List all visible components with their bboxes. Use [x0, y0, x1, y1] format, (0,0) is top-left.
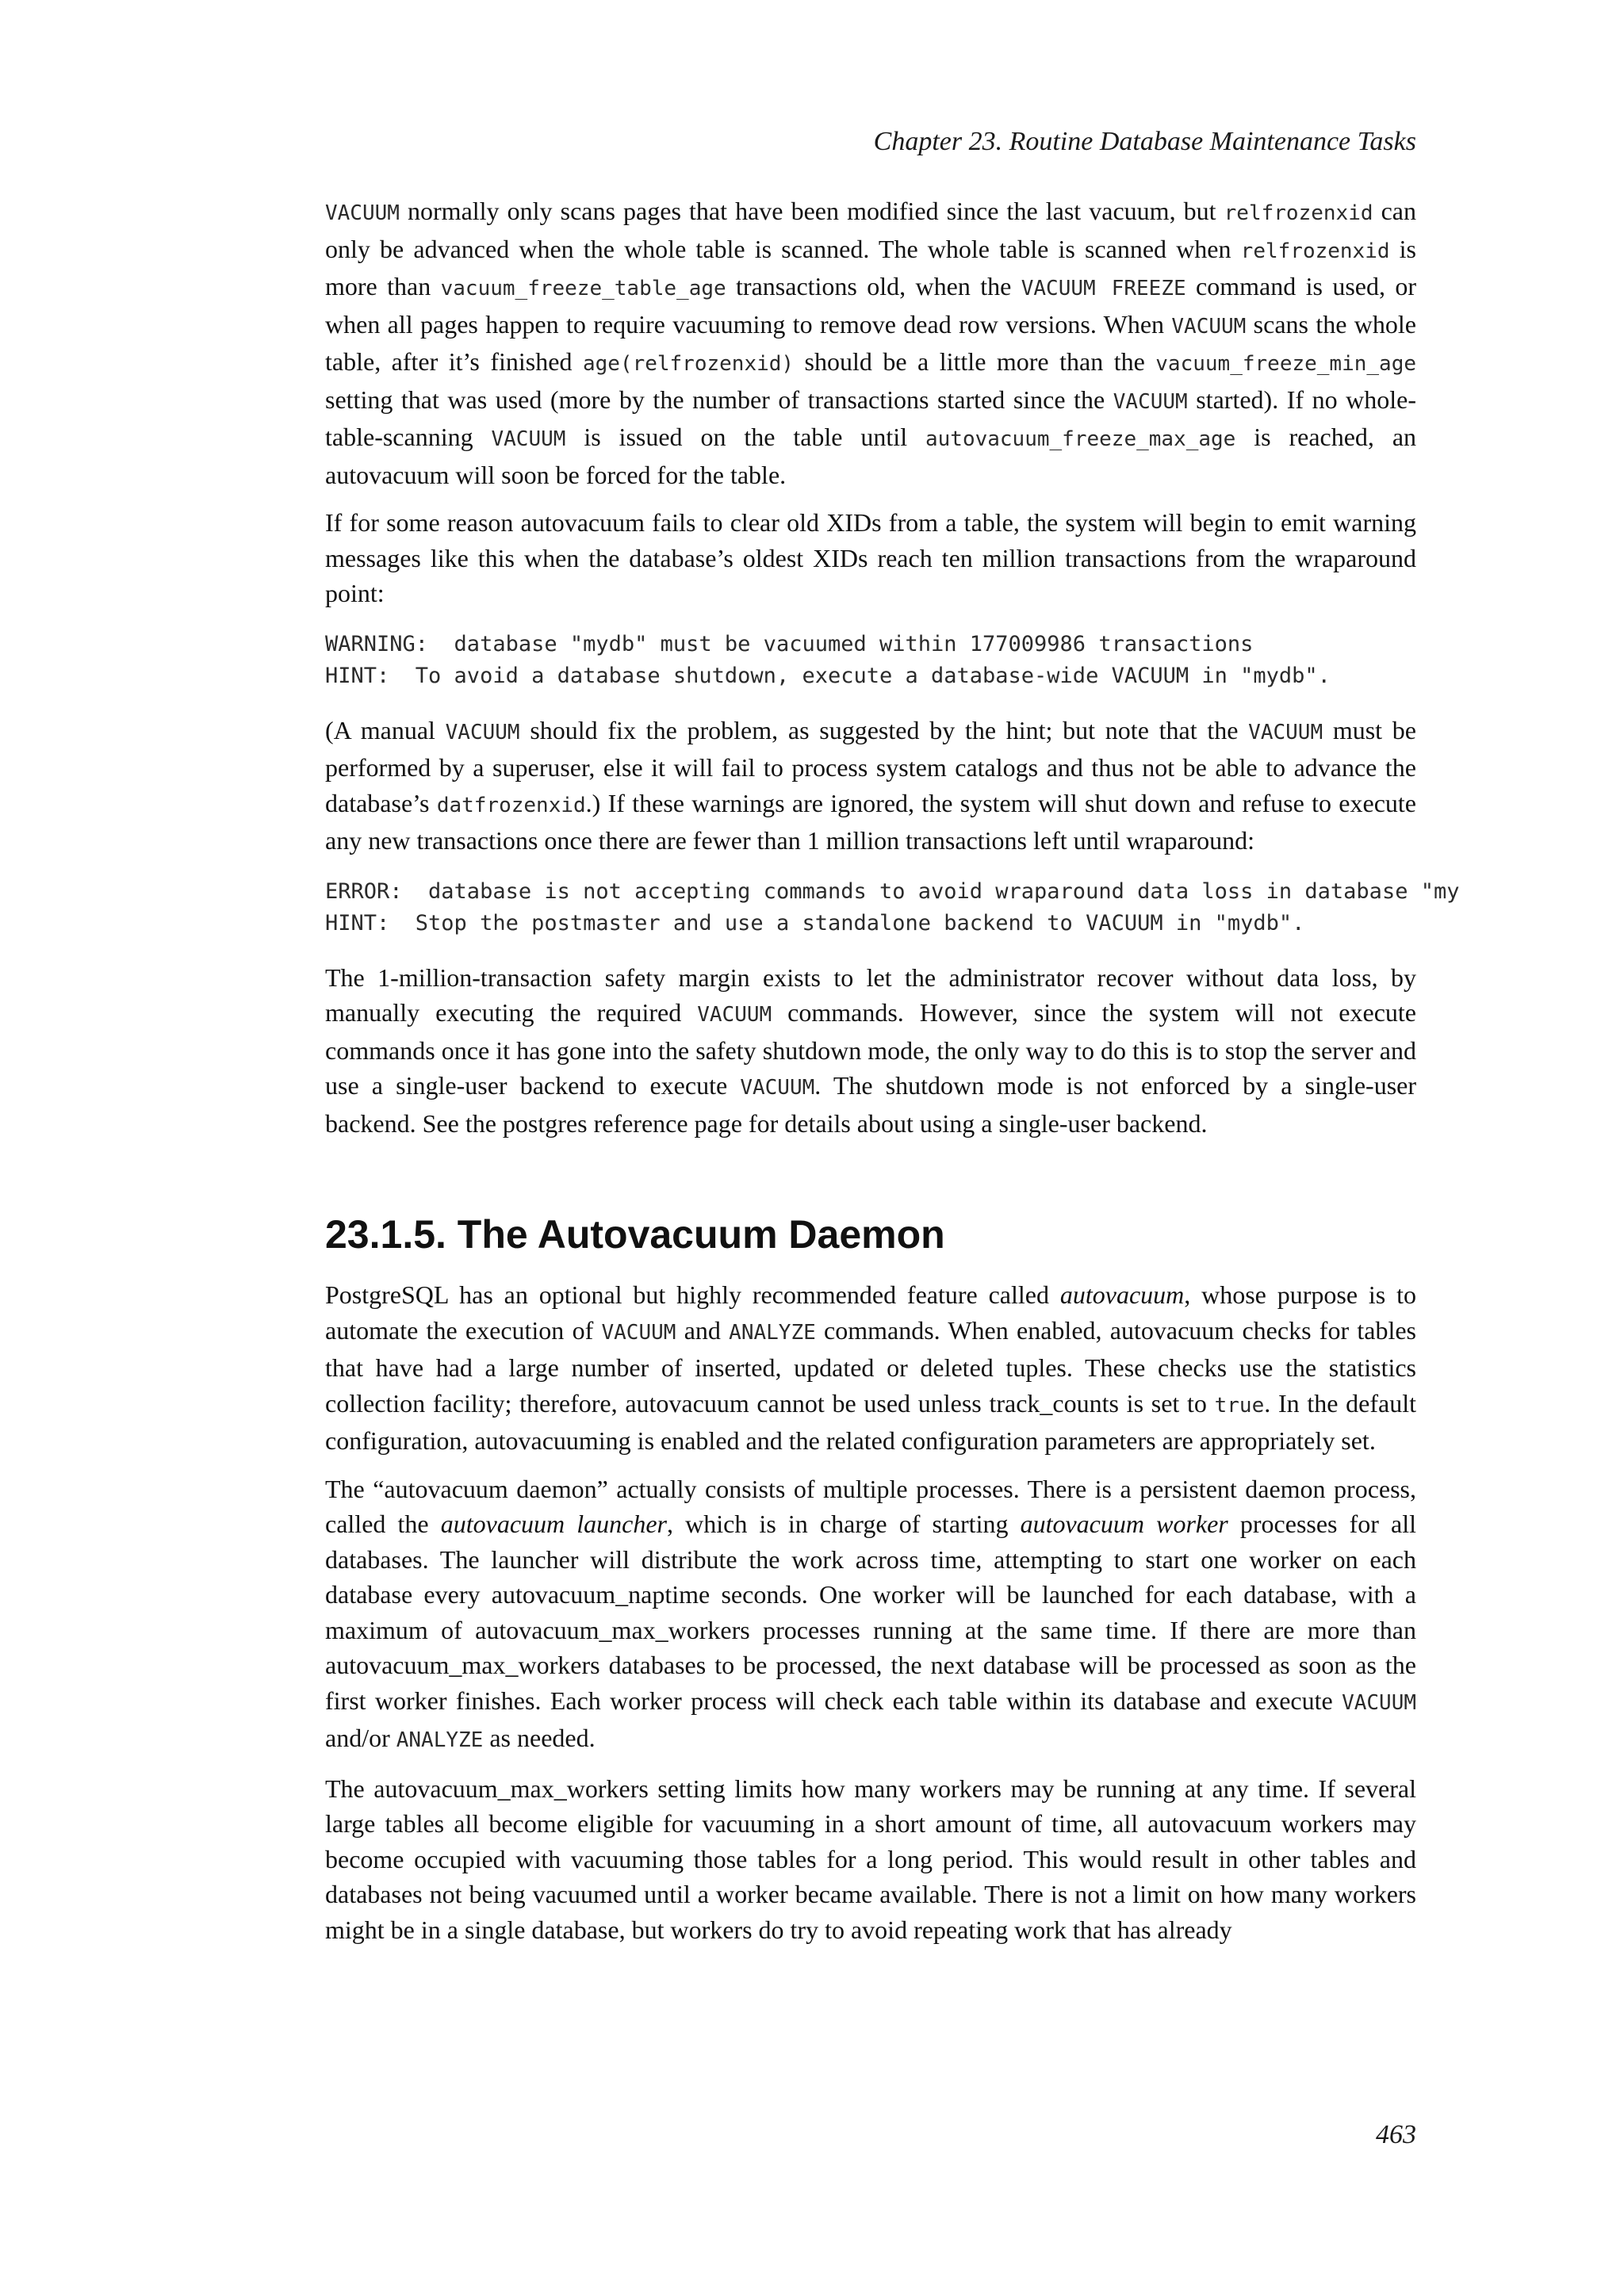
code-vacuum-freeze: VACUUM FREEZE [1021, 277, 1186, 300]
text-run: , which is in charge of starting [667, 1510, 1021, 1538]
code-autovacuum-freeze-max-age: autovacuum_freeze_max_age [925, 427, 1236, 451]
paragraph-autovacuum-daemon [325, 1471, 1416, 1758]
term-autovacuum-worker: autovacuum worker [1020, 1510, 1228, 1538]
code-vacuum: VACUUM [1113, 389, 1188, 414]
text-run: normally only scans pages that have been modified since the last vacuum, but [399, 197, 1224, 225]
paragraph-manual-vacuum [325, 713, 1416, 859]
text-run: The 1-million-transaction safety margin exists to let the administrator recover without data loss, by manually executing the required [325, 962, 1416, 1027]
code-analyze: ANALYZE [396, 1728, 484, 1752]
code-analyze: ANALYZE [729, 1320, 816, 1345]
document-page [325, 0, 1460, 2296]
text-run: . In the default configuration, autovacuuming is enabled and the related configuration parameters are appropriately set. [325, 1388, 1417, 1455]
code-datfrozenxid: datfrozenxid [436, 793, 586, 817]
code-true: true [1214, 1393, 1265, 1418]
code-vacuum: VACUUM [1342, 1690, 1416, 1715]
code-line-hint: HINT: Stop the postmaster and use a standalone backend to VACUUM in "mydb". [325, 910, 1305, 936]
text-run: must be performed by a superuser, else it will fail to process system catalogs and thus not be able to advance the database’s [325, 715, 1416, 817]
code-relfrozenxid: relfrozenxid [1224, 201, 1373, 225]
code-vacuum: VACUUM [697, 1003, 772, 1027]
code-vacuum: VACUUM [491, 427, 566, 451]
code-vacuum: VACUUM [325, 201, 400, 225]
body-text [325, 193, 1460, 1947]
text-run: transactions old, when the [726, 272, 1021, 300]
text-run: commands. However, since the system will not execute commands once it has gone into the safety shutdown mode, the only way to do this is to stop the server and use a single-user backend to execute [325, 998, 1417, 1100]
paragraph-warning-intro: If for some reason autovacuum fails to clear old XIDs from a table, the system will begin to emit warning messages like this when the database’s oldest XIDs reach ten million transactions from the wraparound point: [325, 508, 1416, 607]
text-run: , whose purpose is to automate the execution of [325, 1280, 1417, 1345]
text-run: is issued on the table until [565, 423, 925, 451]
text-run: (A manual [325, 715, 446, 744]
code-block-error [325, 876, 1460, 939]
text-run: scans the whole table, after it’s finished [325, 309, 1417, 376]
text-run: setting that was used (more by the number of transactions started since the [325, 385, 1113, 414]
text-run: should fix the problem, as suggested by the hint; but note that the [519, 715, 1249, 744]
text-run: and/or [325, 1724, 396, 1752]
section-heading: 23.1.5. The Autovacuum Daemon [325, 1212, 945, 1257]
paragraph-max-workers: The autovacuum_max_workers setting limits how many workers may be running at any time. If several large tables all become eligible for vacuuming in a short amount of time, all autovacuum workers may become occupied with vacuuming those tables for a long period. This would result in other tables and databases not being vacuumed until a worker became available. There is not a limit on how many workers might be in a single database, but workers do try to avoid repeating work that has already [325, 1774, 1416, 1944]
text-run: as needed. [483, 1724, 596, 1752]
code-age-relfrozenxid: age(relfrozenxid) [582, 352, 795, 376]
text-run: processes for all databases. The launcher will distribute the work across time, attempting to start one worker on each database every autovacuum_naptime seconds. One worker will be launched for each database, with a maximum of autovacuum_max_workers processes running at the same time. If there are more than autovacuum_max_workers databases to be processed, the next database will be processed as soon as the first worker finishes. Each worker process will check each table within its database and execute [325, 1510, 1417, 1715]
text-run: .) If these warnings are ignored, the system will shut down and refuse to execute any new transactions once there are fewer than 1 million transactions left until wraparound: [325, 788, 1417, 855]
text-run: . The shutdown mode is not enforced by a single-user backend. See the postgres reference page for details about using a single-user backend. [325, 1071, 1417, 1138]
code-vacuum: VACUUM [1171, 314, 1247, 339]
text-run: The “autovacuum daemon” actually consists of multiple processes. There is a persistent daemon process, called the [325, 1474, 1416, 1538]
code-relfrozenxid: relfrozenxid [1240, 239, 1390, 263]
text-run: and [676, 1315, 730, 1345]
code-vacuum: VACUUM [445, 720, 520, 744]
term-autovacuum-launcher: autovacuum launcher [440, 1510, 667, 1538]
text-run: can only be advanced when the whole table is scanned. The whole table is scanned when [325, 197, 1417, 263]
paragraph-safety-margin [325, 960, 1416, 1142]
code-vacuum: VACUUM [601, 1320, 676, 1345]
code-vacuum-freeze-min-age: vacuum_freeze_min_age [1155, 352, 1417, 376]
paragraph-autovacuum-intro [325, 1277, 1416, 1459]
text-run: PostgreSQL has an optional but highly recommended feature called [325, 1280, 1060, 1309]
code-line-hint: HINT: To avoid a database shutdown, execute a database-wide VACUUM in "mydb". [325, 663, 1331, 688]
text-run: is more than [325, 234, 1417, 300]
text-run: started). If no whole-table-scanning [325, 385, 1417, 451]
text-run: command is used, or when all pages happen to require vacuuming to remove dead row versions. When [325, 272, 1417, 339]
term-autovacuum: autovacuum [1059, 1280, 1185, 1309]
code-vacuum: VACUUM [1248, 720, 1323, 744]
code-line-warning: WARNING: database "mydb" must be vacuumed within 177009986 transactions [325, 631, 1254, 656]
code-vacuum-freeze-table-age: vacuum_freeze_table_age [440, 277, 726, 300]
page-number: 463 [1376, 2120, 1416, 2149]
running-header: Chapter 23. Routine Database Maintenance Tasks [873, 127, 1416, 156]
text-run: should be a little more than the [794, 347, 1156, 376]
paragraph-relfrozenxid [325, 193, 1416, 492]
text-run: commands. When enabled, autovacuum checks for tables that have had a large number of inserted, updated or deleted tuples. These checks use the statistics collection facility; therefore, autovacuum cannot be used unless track_counts is set to [325, 1315, 1417, 1418]
code-line-error: ERROR: database is not accepting commands to avoid wraparound data loss in database "my [325, 878, 1460, 904]
code-vacuum: VACUUM [740, 1076, 815, 1100]
text-run: is reached, an autovacuum will soon be forced for the table. [325, 423, 1417, 489]
code-block-warning [325, 629, 1416, 692]
